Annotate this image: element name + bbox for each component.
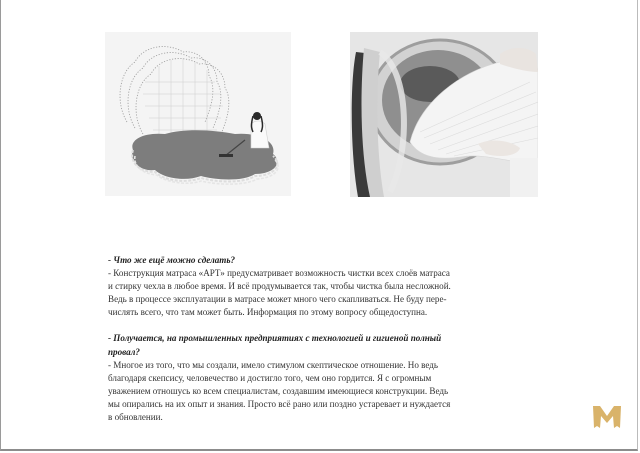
question-2-line: провал?	[108, 346, 140, 357]
m-logo-icon	[592, 404, 622, 430]
brand-logo	[592, 404, 622, 430]
mattress-illustration	[105, 32, 291, 196]
answer-1-line: Ведь в процессе эксплуатации в матрасе может много чего скапливаться. Не буду пере-	[108, 294, 447, 305]
answer-2-line: уважением отношусь ко всем специалистам, создавшим имеющиеся конструкции. Ведь	[108, 385, 449, 396]
washing-machine-image	[350, 32, 538, 197]
answer-1-line: и стирку чехла в любое время. И всё продумывается так, чтобы чистка была несложной.	[108, 281, 451, 292]
mattress-image	[105, 32, 291, 196]
question-2-line: - Получается, на промышленных предприятиях с технологией и гигиеной полный	[108, 333, 442, 344]
answer-1-line: - Конструкция матраса «АРТ» предусматривает возможность чистки всех слоёв матраса	[108, 268, 450, 279]
answer-1-line: числять всего, что там может быть. Информация по этому вопросу общедоступна.	[108, 307, 428, 318]
interview-text	[108, 254, 548, 424]
answer-2-line: мы опирались на их опыт и знания. Просто всё рано или поздно устаревает и нуждается	[108, 398, 451, 409]
answer-2-line: - Многое из того, что мы создали, имело стимулом скептическое отношение. Но ведь	[108, 359, 439, 370]
paragraph-gap	[108, 319, 548, 332]
washing-machine-photo	[350, 32, 538, 197]
answer-2-line: в обновлении.	[108, 412, 163, 423]
question-1: - Что же ещё можно сделать?	[108, 255, 236, 265]
answer-2-line: благодаря скепсису, человечество и достигло того, чем оно гордится. Я с огромным	[108, 372, 432, 383]
